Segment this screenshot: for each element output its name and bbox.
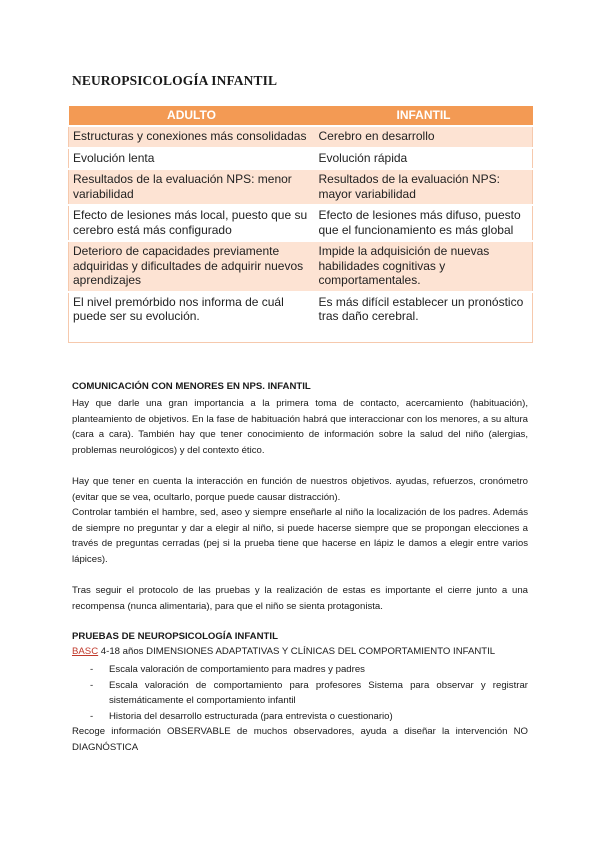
comparison-table [68, 106, 533, 343]
table-row [69, 241, 533, 292]
page-title: NEUROPSICOLOGÍA INFANTIL [72, 73, 278, 88]
table-cell: Estructuras y conexiones más consolidadas [69, 126, 315, 148]
list-item [72, 678, 528, 709]
list-item-text: Historia del desarrollo estructurada (para entrevista o cuestionario) [109, 710, 393, 722]
table-cell: Deterioro de capacidades previamente adquiridas y dificultades de adquirir nuevos aprendizajes [69, 241, 315, 292]
dash-bullet: - [90, 679, 94, 691]
communication-paragraph-2a: Hay que tener en cuenta la interacción en función de nuestros objetivos. ayudas, refuerzos, cronómetro (evitar que se vea, ocultarlo, porque puede causar distracción). [72, 476, 528, 503]
tests-list [72, 662, 528, 724]
table-cell: Cerebro en desarrollo [315, 126, 533, 148]
table-cell: Evolución lenta [69, 148, 315, 170]
list-item [72, 709, 528, 725]
list-item-text: Escala valoración de comportamiento para profesores Sistema para observar y registrar sistemáticamente el comportamiento infantil [109, 679, 528, 707]
table-cell: Resultados de la evaluación NPS: mayor variabilidad [315, 169, 533, 205]
column-header-infantil: INFANTIL [315, 106, 533, 126]
list-item-text: Escala valoración de comportamiento para madres y padres [109, 664, 365, 675]
tests-closing-paragraph: Recoge información OBSERVABLE de muchos observadores, ayuda a diseñar la intervención NO DIAGNÓSTICA [72, 726, 528, 753]
column-header-adulto: ADULTO [69, 106, 315, 126]
table-row [69, 205, 533, 241]
basc-description: 4-18 años DIMENSIONES ADAPTATIVAS Y CLÍNICAS DEL COMPORTAMIENTO INFANTIL [98, 646, 496, 657]
dash-bullet: - [90, 664, 94, 675]
table-cell: El nivel premórbido nos informa de cuál puede ser su evolución. [69, 292, 315, 343]
table-cell: Resultados de la evaluación NPS: menor variabilidad [69, 169, 315, 205]
table-header-row [69, 106, 533, 126]
basc-link[interactable]: BASC [72, 646, 99, 657]
basc-line [72, 646, 495, 657]
table-cell: Evolución rápida [315, 148, 533, 170]
table-cell: Es más difícil establecer un pronóstico tras daño cerebral. [315, 292, 533, 343]
communication-paragraph-1: Hay que darle una gran importancia a la primera toma de contacto, acercamiento (habituación), planteamiento de objetivos. En la fase de habituación habrá que interaccionar con los menores, a su altura (cara a cara). También hay que tener conocimiento de información sobre la salud del niño (alergias, problemas neurológicos) y del contexto ético. [72, 398, 528, 456]
table-row [69, 148, 533, 170]
communication-paragraph-3: Tras seguir el protocolo de las pruebas y la realización de estas es importante el cierre junto a una recompensa (nunca alimentaria), para que el niño se sienta protagonista. [72, 585, 528, 612]
table-cell: Efecto de lesiones más local, puesto que su cerebro está más configurado [69, 205, 315, 241]
communication-heading: COMUNICACIÓN CON MENORES EN NPS. INFANTIL [72, 381, 311, 392]
table-cell: Efecto de lesiones más difuso, puesto que el funcionamiento es más global [315, 205, 533, 241]
table-cell: Impide la adquisición de nuevas habilidades cognitivas y comportamentales. [315, 241, 533, 292]
communication-paragraph-2b: Controlar también el hambre, sed, aseo y siempre enseñarle al niño la localización de los padres. Además de siempre no preguntar y dar a elegir al niño, si puede hacerse siempre que se propongan elecciones a través de preguntas cerradas (pej si la prueba tiene que hacerse en lápiz le damos a elegir entre varios lápices). [72, 507, 528, 565]
dash-bullet: - [90, 710, 94, 722]
table-row [69, 292, 533, 343]
tests-heading: PRUEBAS DE NEUROPSICOLOGÍA INFANTIL [72, 631, 278, 642]
table-row [69, 126, 533, 148]
list-item [72, 662, 528, 678]
table-row [69, 169, 533, 205]
